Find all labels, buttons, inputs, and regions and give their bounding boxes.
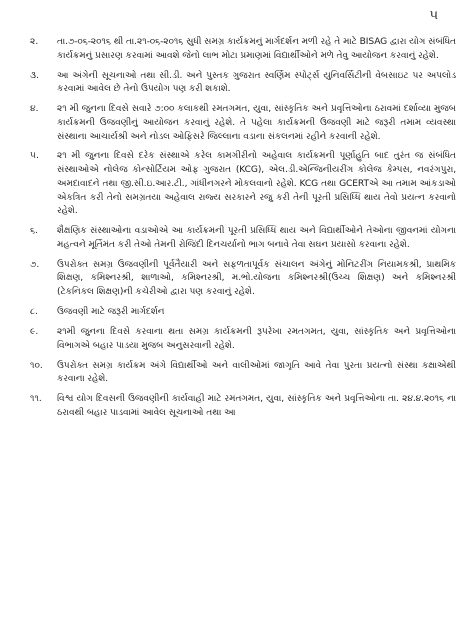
list-item (30, 225, 456, 252)
list-item (30, 150, 456, 219)
list-item (30, 103, 456, 144)
item-text: ૨૧ મી જુનના દિવસે સવારે ૭:૦૦ કલાકથી રમતગમત, યુવા, સાંસ્કૃતિક અને પ્રવૃત્તિઓના ઠરાવમાં દર્શાવ્યા મુજબ કાર્યક્રમની ઉજવણીનું આયોજન કરવાનું રહેશે. તે પહેલા કાર્યક્રમની ઉજવણી માટે જરૂરી તમામ વ્યવસ્થા સંસ્થાના આચાર્યશ્રી અને નોડલ ઓફિસરે જિલ્લાના વડાના સંકલનમાં રહીને કરવાની રહેશે. (57, 104, 456, 142)
list-item (30, 326, 456, 353)
item-number: ૯. (30, 326, 39, 337)
item-text: ઉપરોક્ત સમગ્ર ઉજવણીની પૂર્વતૈયારી અને સફળતાપૂર્વક સંચાલન અંગેનું મોનિટરીંગ નિયામકશ્રી, પ્રાથમિક શિક્ષણ, કમિશ્નરશ્રી, શાળાઓ, કમિશ્નરશ્રી, મ.ભો.યોજના કમિશ્નરશ્રી(ઉચ્ચ શિક્ષણ) અને કમિશ્નરશ્રી (ટેકનિકલ શિક્ષણ)ની કચેરીઓ દ્વારા પણ કરવાનું રહેશે. (57, 259, 456, 298)
page-number: ૫ (429, 8, 438, 23)
item-text: ઉજવણી માટે જરૂરી માર્ગદર્શન (57, 307, 165, 318)
list-item (30, 360, 456, 387)
item-number: ૬. (30, 226, 38, 237)
item-text: તા.૭-૦૬-૨૦૧૬ થી તા.૨૧-૦૬-૨૦૧૬ સુધી સમગ્ર કાર્યક્રમનું માર્ગદર્શન મળી રહે તે માટે BISAG દ્વારા યોગ સંબંધિત કાર્યક્રમનું પ્રસારણ કરવામાં આવશે જેનો લાભ મોટા પ્રમાણમાં વિદ્યાર્થીઓને મળે તેવુ આયોજન કરવાનું રહેશે. (57, 37, 456, 61)
item-text: શૈક્ષણિક સંસ્થાઓના વડાઓએ આ કાર્યક્રમની પૂરતી પ્રસિધ્ધિ થાય અને વિદ્યાર્થીઓને તેઓના જીવનમાં યોગના મહત્વને મૂર્તિમંત કરી તેઓ તેમની રોજિંદી દિનચર્યાનો ભાગ બનાવે તેવા સઘન પ્રયાસો કરવાના રહેશે. (57, 226, 456, 250)
item-number: ૫. (30, 151, 39, 162)
list-item (30, 306, 456, 320)
list-item (30, 36, 456, 63)
item-number: ૧૧. (30, 394, 42, 405)
item-text: ૨૧ મી જુનના દિવસે દરેક સંસ્થાએ કરેલ કામગીરીનો અહેવાલ કાર્યક્રમની પૂર્ણાહુતિ બાદ તુરંત જ સંબંધિત સંસ્થાઓએ નોલેજ કોન્સોર્ટિયમ ઓફ ગુજરાત (KCG), એલ.ડી.એન્જિનીયરીંગ કોલેજ કેમ્પસ, નવરંગપુરા, અમદાવાદને તથા જી.સી.ઇ.આર.ટી., ગાંધીનગરને મોકલવાનો રહેશે. KCG તથા GCERTએ આ તમામ આંકડાઓ એકત્રિત કરી તેનો સમગ્રતયા અહેવાલ રાજ્ય સરકારને રજુ કરી તેની પૂરતી પ્રસિધ્ધિ થાય તેવો પ્રયત્ન કરવાનો રહેશે. (57, 151, 456, 217)
item-text: ૨૧મી જુનના દિવસે કરવાના થતા સમગ્ર કાર્યક્રમની રૂપરેખા રમતગમત, યુવા, સાંસ્કૃતિક અને પ્રવૃત્તિઓના વિભાગએ બહાર પાડયા મુજબ અનુસરવાની રહેશે. (57, 326, 456, 351)
item-number: ૮. (30, 307, 38, 318)
item-number: ૪. (30, 104, 39, 115)
item-number: ૩. (30, 70, 39, 81)
item-number: ૨. (30, 37, 39, 47)
item-number: ૧૦. (30, 360, 43, 371)
list-item (30, 393, 456, 420)
instruction-list (30, 36, 456, 433)
item-text: આ અંગેની સૂચનાઓ તથા સી.ડી. અને પુસ્તક ગુજરાત સ્વર્ણિમ સ્પોર્ટ્સ યુનિવર્સિટીની વેબસાઇટ પર અપલોડ કરવામાં આવેલ છે તેનો ઉપયોગ પણ કરી શકાશે. (57, 70, 456, 95)
item-number: ૭. (30, 259, 40, 270)
list-item (30, 70, 456, 97)
item-text: ઉપરોક્ત સમગ્ર કાર્યક્રમ અંગે વિદ્યાર્થીઓ અને વાલીઓમાં જાગૃતિ આવે તેવા પુરતા પ્રયત્નો સંસ્થા કક્ષાએથી કરવાના રહેશે. (57, 360, 456, 385)
list-item (30, 259, 456, 300)
item-text: વિશ્વ યોગ દિવસની ઉજવણીની કાર્યવાહી માટે રમતગમત, યુવા, સાંસ્કૃતિક અને પ્રવૃત્તિઓના તા. ૨૪.૪.૨૦૧૬ ના ઠરાવથી બહાર પાડવામાં આવેલ સૂચનાઓ તથા આ (57, 394, 456, 418)
